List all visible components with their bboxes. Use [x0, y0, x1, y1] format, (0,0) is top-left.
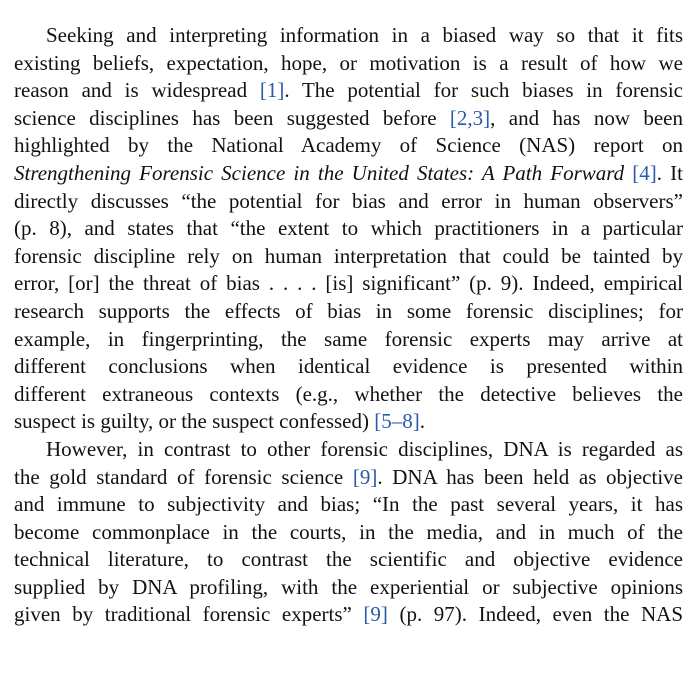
text-line	[14, 546, 683, 574]
text-line	[14, 519, 683, 547]
text-segment: different extraneous contexts (e.g., whether the detective believes the	[14, 381, 683, 406]
text-segment: different conclusions when identical evidence is presented within	[14, 354, 683, 379]
text-line	[14, 22, 683, 50]
text-line	[14, 353, 683, 381]
text-segment: However, in contrast to other forensic disciplines, DNA is regarded as	[46, 436, 683, 461]
text-segment: reason and is widespread	[14, 78, 260, 103]
text-segment: Seeking and interpreting information in a biased way so that it fits	[46, 23, 683, 47]
citation-link[interactable]: [9]	[352, 464, 378, 489]
text-line	[14, 215, 683, 243]
text-line	[14, 381, 683, 409]
text-line	[14, 408, 683, 436]
text-line	[14, 160, 683, 188]
text-segment: . DNA has been held as objective	[377, 464, 683, 489]
italic-title: Strengthening Forensic Science in the United States: A Path Forward	[14, 160, 625, 185]
text-line	[14, 270, 683, 298]
text-segment: supplied by DNA profiling, with the experiential or subjective opinions	[14, 574, 683, 599]
text-segment: highlighted by the National Academy of Science (NAS) report on	[14, 133, 683, 158]
text-segment: directly discusses “the potential for bias and error in human observers”	[14, 188, 683, 213]
text-segment: existing beliefs, expectation, hope, or motivation is a result of how we	[14, 50, 683, 75]
text-line	[14, 132, 683, 160]
text-segment: example, in fingerprinting, the same forensic experts may arrive at	[14, 326, 683, 351]
text-segment: error, [or] the threat of bias . . . . [is] significant” (p. 9). Indeed, empirical	[14, 271, 683, 296]
text-segment: science disciplines has been suggested before	[14, 105, 450, 130]
text-segment: , and has now been	[490, 105, 683, 130]
text-segment: .	[419, 409, 425, 434]
text-line	[14, 188, 683, 216]
text-line	[14, 464, 683, 492]
citation-link[interactable]: [5–8]	[374, 409, 420, 434]
text-segment: research supports the effects of bias in some forensic disciplines; for	[14, 298, 683, 323]
text-segment: . It	[656, 160, 684, 185]
text-line	[14, 574, 683, 602]
text-segment: forensic discipline rely on human interpretation that could be tainted by	[14, 243, 683, 268]
text-line	[14, 491, 683, 519]
text-segment: . The potential for such biases in forensic	[284, 78, 683, 103]
text-line	[14, 50, 683, 78]
text-line	[14, 243, 683, 271]
text-line	[14, 77, 683, 105]
article-body	[0, 22, 693, 629]
citation-link[interactable]: [4]	[632, 160, 657, 185]
paragraph-1	[0, 22, 693, 436]
text-line	[14, 326, 683, 354]
text-segment: the gold standard of forensic science	[14, 464, 353, 489]
text-segment: (p. 97). Indeed, even the NAS	[387, 602, 683, 627]
text-line	[14, 298, 683, 326]
text-line	[14, 601, 683, 629]
text-segment: become commonplace in the courts, in the media, and in much of the	[14, 519, 683, 544]
text-segment: (p. 8), and states that “the extent to which practitioners in a particular	[14, 216, 683, 241]
citation-link[interactable]: [2,3]	[449, 105, 491, 130]
citation-link[interactable]: [1]	[259, 78, 285, 103]
paragraph-2	[0, 436, 693, 629]
text-segment: given by traditional forensic experts”	[14, 602, 364, 627]
citation-link[interactable]: [9]	[363, 602, 388, 627]
text-segment: suspect is guilty, or the suspect confessed)	[14, 409, 375, 434]
text-line	[14, 436, 683, 464]
text-segment: technical literature, to contrast the scientific and objective evidence	[14, 547, 683, 572]
text-line	[14, 105, 683, 133]
text-segment: and immune to subjectivity and bias; “In the past several years, it has	[14, 492, 683, 517]
